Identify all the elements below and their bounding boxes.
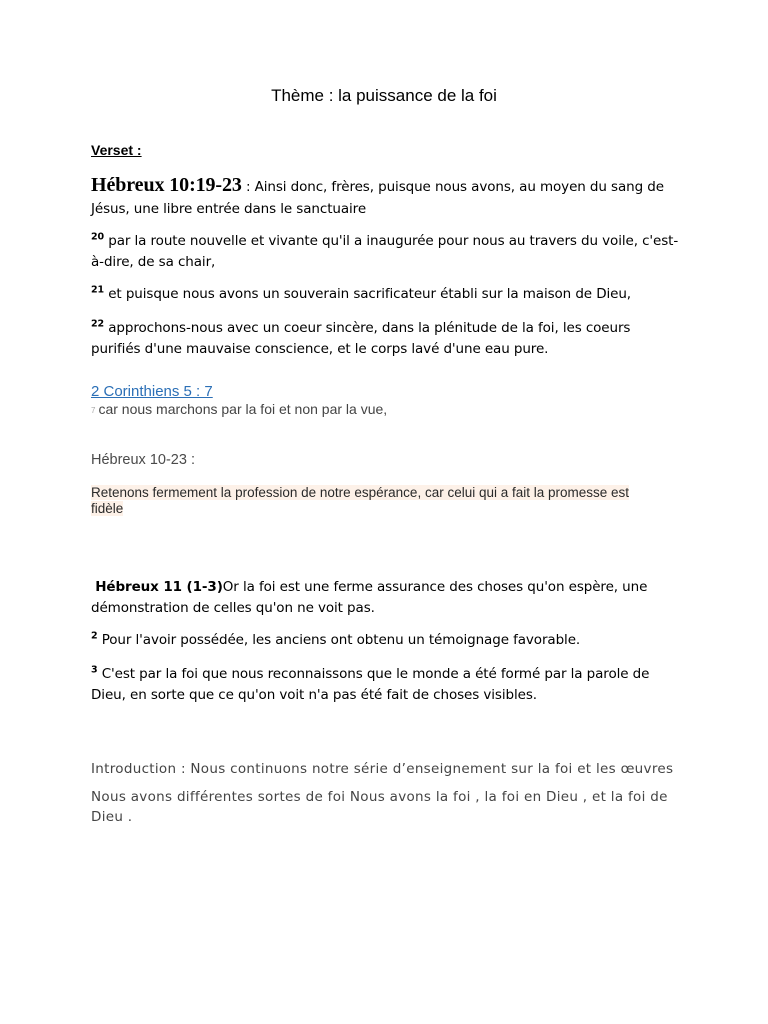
verse-22-text: approchons-nous avec un coeur sincère, dans la plénitude de la foi, les coeurs purifiés d'une mauvaise conscience, et le corps lavé d'une eau pure. xyxy=(91,320,631,357)
introduction-line-1: Introduction : Nous continuons notre série d’enseignement sur la foi et les œuvres xyxy=(91,761,674,777)
highlighted-text: Retenons fermement la profession de notre espérance, car celui qui a fait la promesse est fidèle xyxy=(91,485,630,516)
hebreux-10-verse-22 xyxy=(91,318,681,359)
hebreux-10-verse-20 xyxy=(91,231,681,272)
hebreux-10-reference: Hébreux 10:19-23 xyxy=(91,174,242,196)
verset-label: Verset : xyxy=(91,142,142,158)
hebreux-10-23-highlighted-verse xyxy=(91,485,661,517)
verse-19-text: : Ainsi donc, frères, puisque nous avons, au moyen du sang de Jésus, une libre entrée dans le sanctuaire xyxy=(91,179,664,217)
hebreux-10-23-label: Hébreux 10-23 : xyxy=(91,452,195,468)
corinthiens-verse xyxy=(91,401,681,417)
hebreux-11-verse-1 xyxy=(91,577,681,618)
verse-number: 7 xyxy=(91,405,96,415)
verse-21-text: et puisque nous avons un souverain sacrificateur établi sur la maison de Dieu, xyxy=(104,286,631,302)
verse-20-text: par la route nouvelle et vivante qu'il a inaugurée pour nous au travers du voile, c'est-à-dire, de sa chair, xyxy=(91,233,679,270)
verse-number: 21 xyxy=(91,284,105,296)
introduction-line-2: Nous avons différentes sortes de foi Nous avons la foi , la foi en Dieu , et la foi de Dieu . xyxy=(91,789,668,825)
hebreux-11-verse-2-text: Pour l'avoir possédée, les anciens ont obtenu un témoignage favorable. xyxy=(97,632,581,648)
hebreux-11-verse-3 xyxy=(91,664,681,705)
verse-number: 3 xyxy=(91,664,98,676)
hebreux-10-verse-21 xyxy=(91,284,681,305)
hebreux-10-verse-19 xyxy=(91,174,681,220)
corinthiens-verse-text: car nous marchons par la foi et non par la vue, xyxy=(98,401,388,417)
corinthiens-link[interactable]: 2 Corinthiens 5 : 7 xyxy=(91,383,213,400)
hebreux-11-verse-2 xyxy=(91,630,681,651)
hebreux-11-verse-1-text: Or la foi est une ferme assurance des choses qu'on espère, une démonstration de celles qu'on ne voit pas. xyxy=(91,579,648,616)
verse-number: 22 xyxy=(91,318,105,330)
hebreux-11-reference: Hébreux 11 (1-3) xyxy=(95,579,223,595)
hebreux-11-verse-3-text: C'est par la foi que nous reconnaissons que le monde a été formé par la parole de Dieu, en sorte que ce qu'on voit n'a pas été fait de choses visibles. xyxy=(91,666,650,703)
page-title: Thème : la puissance de la foi xyxy=(271,86,497,105)
verse-number: 20 xyxy=(91,231,105,243)
verse-number: 2 xyxy=(91,630,98,642)
